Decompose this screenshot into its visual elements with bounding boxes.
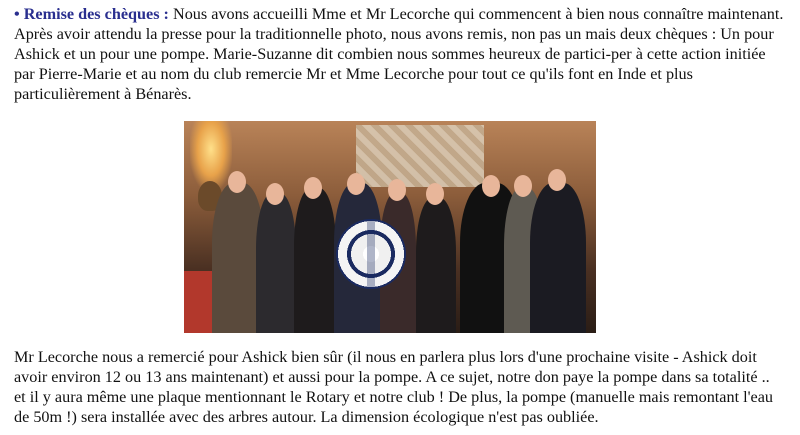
person-head (228, 171, 246, 193)
person (294, 188, 336, 333)
group-photo (184, 121, 596, 333)
person-head (514, 175, 532, 197)
person-head (304, 177, 322, 199)
outro-text: Mr Lecorche nous a remercié pour Ashick bien sûr (il nous en parlera plus lors d'une prochaine visite - Ashick doit avoir environ 12 ou 13 ans maintenant) et aussi pour la pompe. A ce sujet, notre don paye la pompe dans sa totalité .. et il y aura même une plaque mentionnant le Rotary et notre club ! De plus, la pompe (manuelle mais remontant l'eau de 50m !) sera installée avec des arbres autour. La dimension écologique n'est pas oubliée. (14, 348, 773, 426)
person-head (482, 175, 500, 197)
person-head (266, 183, 284, 205)
intro-text: Nous avons accueilli Mme et Mr Lecorche qui commencent à bien nous connaître maintenant. Après avoir attendu la presse pour la traditionnelle photo, nous avons remis, non pas un mais deux chèques : Un pour Ashick et un pour une pompe. Marie-Suzanne dit combien nous sommes heureux de partici-per à cette action initiée par Pierre-Marie et au nom du club remercie Mr et Mme Lecorche pour tout ce qu'ils font en Inde et plus particulièrement à Bénarès. (14, 5, 784, 103)
section-heading: Remise des chèques : (23, 5, 169, 23)
person-head (347, 173, 365, 195)
person (416, 198, 456, 333)
rotary-wheel-icon (336, 219, 406, 289)
person (256, 193, 296, 333)
person (530, 183, 586, 333)
person-head (548, 169, 566, 191)
person-head (388, 179, 406, 201)
person-head (426, 183, 444, 205)
bullet: • (14, 5, 20, 23)
intro-paragraph (14, 4, 784, 104)
wall-tapestry (356, 125, 484, 187)
outro-paragraph (14, 347, 784, 427)
